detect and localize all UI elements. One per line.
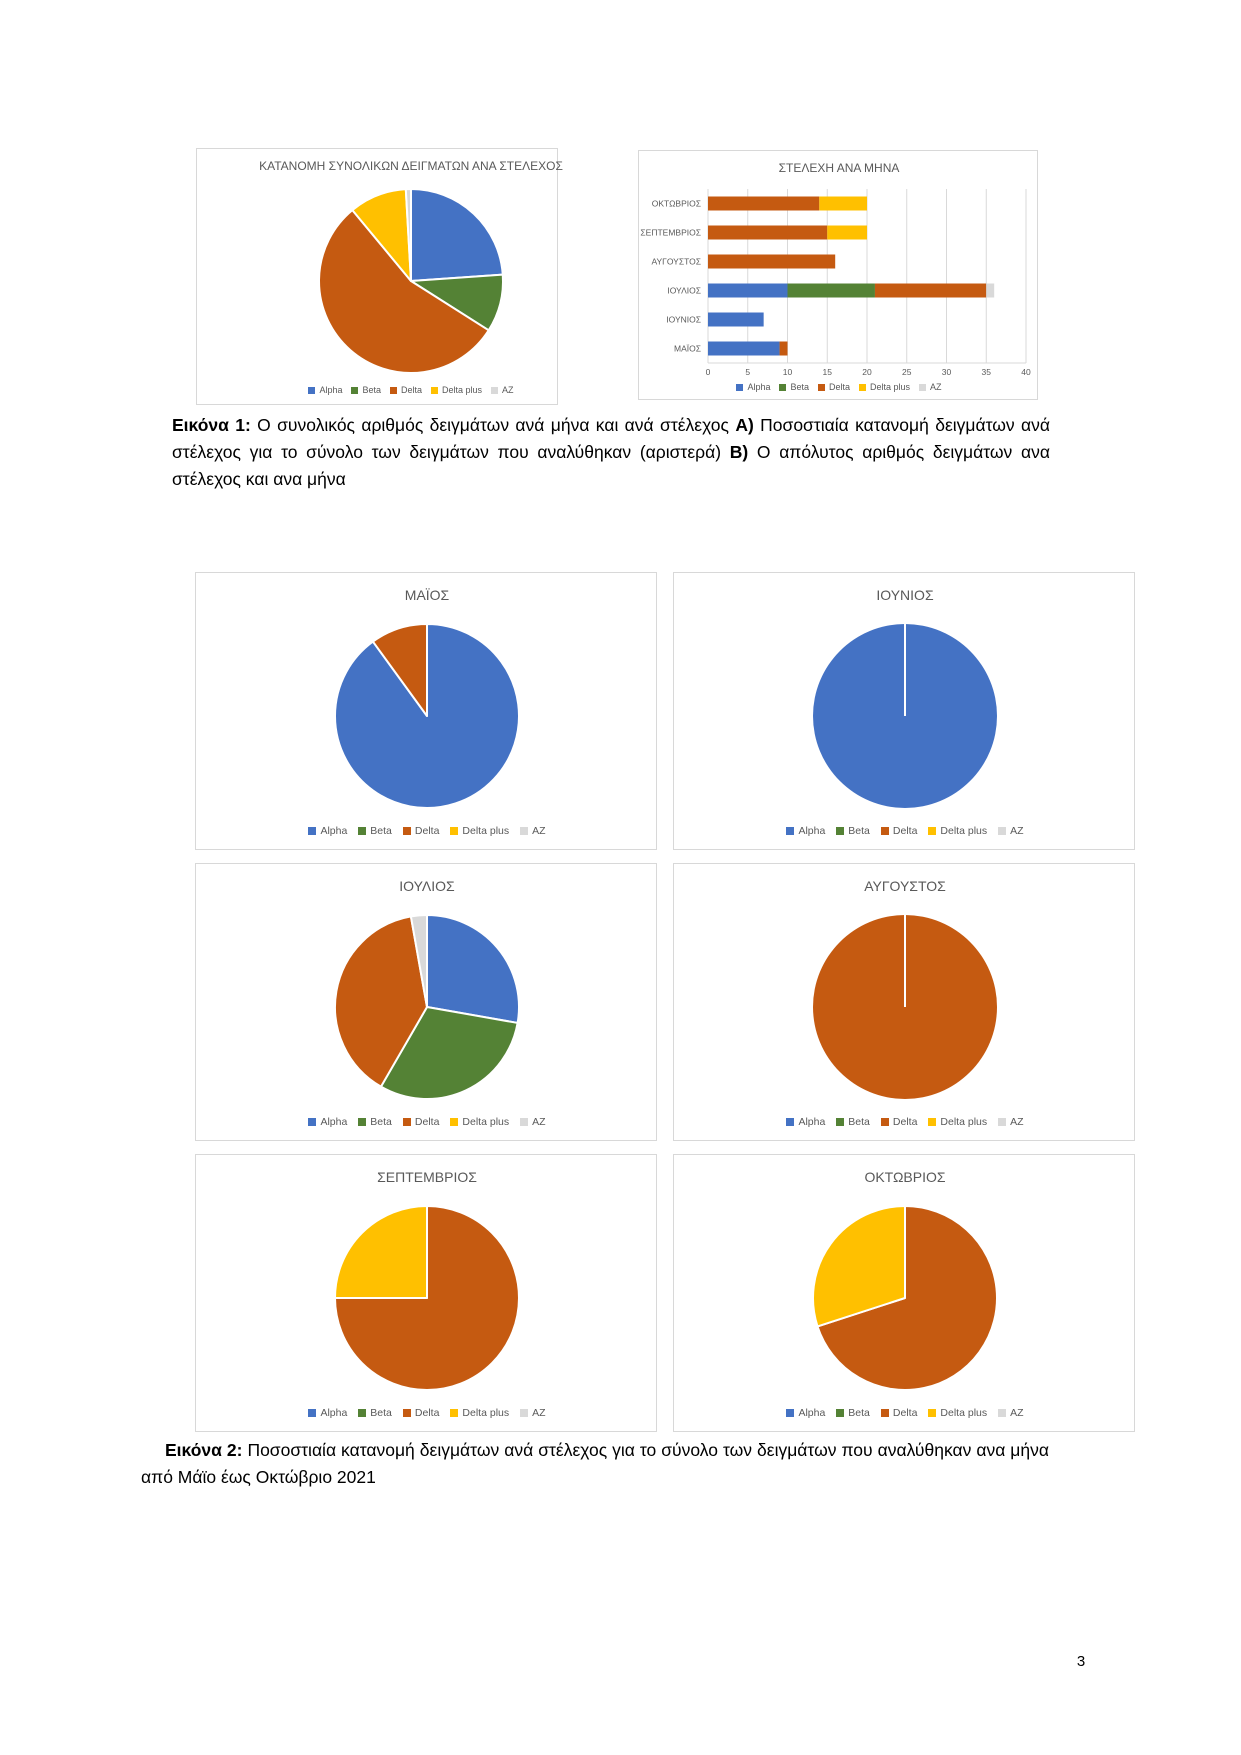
legend-item-delta	[403, 1407, 440, 1419]
bar-chart-title: ΣΤΕΛΕΧΗ ΑΝΑ ΜΗΝΑ	[778, 161, 900, 175]
pie-slice-alpha	[427, 915, 519, 1023]
legend-swatch-beta	[358, 1118, 366, 1126]
legend-item-az	[998, 825, 1023, 837]
chart-legend	[674, 1407, 1136, 1419]
month-pie-title: ΑΥΓΟΥΣΤΟΣ	[864, 878, 946, 894]
legend-item-alpha	[308, 1407, 347, 1419]
legend-label: Alpha	[320, 825, 348, 837]
legend-item-beta	[358, 1407, 392, 1419]
strains-per-month-bar-box	[638, 150, 1038, 400]
legend-label: Delta	[414, 1407, 440, 1419]
month-pie-chart	[332, 1203, 522, 1393]
legend-item-delta	[403, 1116, 440, 1128]
legend-label: Alpha	[320, 1407, 348, 1419]
legend-label: Delta plus	[870, 382, 911, 392]
bar-category-label: ΜΑΪΟΣ	[674, 343, 701, 354]
legend-label: Delta plus	[940, 825, 988, 837]
figure2-caption-text: Ποσοστιαία κατανομή δειγμάτων ανά στέλεχος για το σύνολο των δειγμάτων που αναλύθηκαν ανα μήνα από Μάϊο έως Οκτώβριο 2021	[141, 1440, 1049, 1487]
figure1-caption	[172, 412, 1050, 493]
legend-label: AZ	[532, 1407, 546, 1419]
legend-swatch-az	[998, 827, 1006, 835]
x-axis-tick-label: 20	[862, 367, 872, 377]
legend-swatch-alpha	[308, 1409, 316, 1417]
month-pie-chart	[810, 912, 1000, 1102]
legend-item-delta-plus	[928, 1407, 987, 1419]
legend-swatch-delta	[403, 1409, 411, 1417]
legend-swatch-beta	[779, 384, 786, 391]
bar-segment-alpha	[708, 284, 788, 298]
legend-item-alpha	[736, 382, 770, 392]
legend-label: Delta	[892, 1407, 918, 1419]
legend-label: Delta	[892, 1116, 918, 1128]
legend-swatch-delta-plus	[431, 387, 438, 394]
month-pie-box	[673, 1154, 1135, 1432]
pie-slice-delta-plus	[335, 1206, 427, 1298]
month-pie-box	[195, 572, 657, 850]
legend-label: AZ	[532, 1116, 546, 1128]
overview-pie-title: ΚΑΤΑΝΟΜΗ ΣΥΝΟΛΙΚΩΝ ΔΕΙΓΜΑΤΩΝ ΑΝΑ ΣΤΕΛΕΧΟΣ	[259, 159, 563, 173]
legend-item-delta	[818, 382, 850, 392]
legend-swatch-az	[998, 1409, 1006, 1417]
month-pie-box	[195, 863, 657, 1141]
legend-label: Delta	[414, 1116, 440, 1128]
legend-swatch-delta-plus	[928, 827, 936, 835]
figure1-caption-text: Ο απόλυτος αριθμός δειγμάτων ανα στέλεχος και ανα μήνα	[172, 442, 1050, 489]
x-axis-tick-label: 40	[1021, 367, 1031, 377]
legend-swatch-az	[520, 827, 528, 835]
legend-item-delta-plus	[928, 825, 987, 837]
month-pie-chart	[332, 912, 522, 1102]
chart-legend	[639, 382, 1039, 392]
legend-item-alpha	[308, 825, 347, 837]
legend-swatch-delta	[390, 387, 397, 394]
legend-label: Beta	[848, 1116, 870, 1128]
month-pie-title: ΣΕΠΤΕΜΒΡΙΟΣ	[377, 1169, 477, 1185]
chart-legend	[196, 825, 658, 837]
legend-item-delta	[403, 825, 440, 837]
legend-item-alpha	[786, 1407, 825, 1419]
legend-item-delta-plus	[450, 825, 509, 837]
legend-swatch-alpha	[786, 1118, 794, 1126]
legend-label: Delta plus	[940, 1116, 988, 1128]
x-axis-tick-label: 5	[745, 367, 751, 377]
bar-segment-delta	[708, 197, 819, 211]
legend-item-az	[520, 825, 545, 837]
legend-swatch-beta	[836, 827, 844, 835]
legend-swatch-beta	[358, 1409, 366, 1417]
month-pie-box	[195, 1154, 657, 1432]
legend-swatch-delta	[403, 1118, 411, 1126]
legend-label: Delta plus	[462, 1116, 510, 1128]
month-pie-title: ΙΟΥΛΙΟΣ	[399, 878, 455, 894]
legend-item-alpha	[786, 825, 825, 837]
overview-pie-chart	[316, 186, 506, 376]
legend-item-delta-plus	[450, 1116, 509, 1128]
legend-label: AZ	[502, 385, 514, 395]
legend-swatch-az	[520, 1409, 528, 1417]
bar-category-label: ΟΚΤΩΒΡΙΟΣ	[651, 198, 701, 209]
bar-segment-alpha	[708, 313, 764, 327]
legend-item-az	[491, 385, 514, 395]
legend-label: Alpha	[319, 385, 343, 395]
month-pie-title: ΟΚΤΩΒΡΙΟΣ	[864, 1169, 946, 1185]
bar-segment-delta-plus	[819, 197, 867, 211]
figure2-pie-grid	[195, 572, 1136, 1432]
strains-per-month-bar-chart	[639, 151, 1039, 401]
legend-label: Delta	[828, 382, 850, 392]
x-axis-tick-label: 10	[782, 367, 793, 377]
legend-label: Alpha	[798, 825, 826, 837]
legend-label: Beta	[790, 382, 809, 392]
legend-label: Delta	[400, 385, 422, 395]
legend-swatch-az	[919, 384, 926, 391]
legend-item-az	[998, 1116, 1023, 1128]
legend-swatch-az	[998, 1118, 1006, 1126]
legend-label: Delta	[892, 825, 918, 837]
legend-label: Delta	[414, 825, 440, 837]
x-axis-tick-label: 0	[705, 367, 711, 377]
bar-segment-delta	[875, 284, 986, 298]
legend-item-delta-plus	[450, 1407, 509, 1419]
legend-label: Alpha	[320, 1116, 348, 1128]
chart-legend	[674, 1116, 1136, 1128]
legend-label: AZ	[1010, 825, 1024, 837]
legend-swatch-delta-plus	[928, 1409, 936, 1417]
legend-swatch-delta	[881, 1409, 889, 1417]
legend-swatch-delta	[818, 384, 825, 391]
bar-category-label: ΙΟΥΝΙΟΣ	[666, 314, 701, 325]
legend-label: Delta plus	[462, 1407, 510, 1419]
bar-segment-az	[986, 284, 994, 298]
figure1-caption-text: Ποσοστιαία κατανομή δειγμάτων ανά στέλεχος για το σύνολο των δειγμάτων που αναλύθηκαν (αριστερά)	[172, 415, 1050, 462]
legend-label: AZ	[1010, 1116, 1024, 1128]
bar-segment-alpha	[708, 342, 780, 356]
legend-label: AZ	[532, 825, 546, 837]
legend-item-beta	[358, 825, 392, 837]
month-pie-title: ΙΟΥΝΙΟΣ	[876, 587, 934, 603]
legend-label: Alpha	[747, 382, 771, 392]
legend-swatch-beta	[836, 1118, 844, 1126]
chart-legend	[674, 825, 1136, 837]
legend-swatch-alpha	[308, 827, 316, 835]
legend-item-az	[919, 382, 942, 392]
page-number: 3	[1076, 1653, 1086, 1670]
legend-label: Delta plus	[462, 825, 510, 837]
bar-segment-delta	[708, 255, 835, 269]
legend-swatch-delta-plus	[450, 1409, 458, 1417]
legend-swatch-delta	[881, 1118, 889, 1126]
legend-item-delta	[881, 1407, 918, 1419]
legend-item-beta	[779, 382, 809, 392]
overview-pie-chart-box	[196, 148, 563, 405]
legend-item-delta	[881, 825, 918, 837]
legend-swatch-alpha	[308, 387, 315, 394]
legend-swatch-alpha	[786, 827, 794, 835]
bar-segment-beta	[788, 284, 875, 298]
legend-label: Beta	[370, 825, 392, 837]
legend-swatch-alpha	[308, 1118, 316, 1126]
legend-swatch-az	[491, 387, 498, 394]
bar-segment-delta-plus	[827, 226, 867, 240]
month-pie-chart	[810, 1203, 1000, 1393]
figure1-caption-label: Εικόνα 1:	[172, 415, 251, 435]
chart-legend	[196, 1407, 658, 1419]
legend-swatch-beta	[351, 387, 358, 394]
legend-item-alpha	[786, 1116, 825, 1128]
legend-item-beta	[836, 825, 870, 837]
legend-swatch-delta	[881, 827, 889, 835]
month-pie-chart	[332, 621, 522, 811]
legend-label: Delta plus	[442, 385, 483, 395]
x-axis-tick-label: 35	[981, 367, 991, 377]
legend-label: Beta	[370, 1407, 392, 1419]
chart-legend	[196, 1116, 658, 1128]
bar-category-label: ΙΟΥΛΙΟΣ	[667, 285, 701, 296]
bar-segment-delta	[780, 342, 788, 356]
legend-label: Delta plus	[940, 1407, 988, 1419]
legend-item-delta-plus	[928, 1116, 987, 1128]
legend-label: Alpha	[798, 1116, 826, 1128]
legend-swatch-az	[520, 1118, 528, 1126]
bar-segment-delta	[708, 226, 827, 240]
legend-label: Beta	[848, 825, 870, 837]
legend-item-az	[998, 1407, 1023, 1419]
month-pie-chart	[810, 621, 1000, 811]
legend-swatch-delta-plus	[928, 1118, 936, 1126]
legend-swatch-delta	[403, 827, 411, 835]
legend-label: Beta	[848, 1407, 870, 1419]
figure2-caption-label: Εικόνα 2:	[165, 1440, 243, 1460]
legend-swatch-delta-plus	[859, 384, 866, 391]
legend-label: Alpha	[798, 1407, 826, 1419]
pie-slice-alpha	[411, 189, 503, 281]
figure1-caption-marker-b: Β)	[729, 442, 749, 462]
legend-item-delta-plus	[859, 382, 910, 392]
figure2-caption	[141, 1437, 1049, 1491]
legend-item-delta-plus	[431, 385, 482, 395]
month-pie-title: ΜΑΪΟΣ	[404, 587, 450, 603]
legend-swatch-delta-plus	[450, 1118, 458, 1126]
figure1-caption-text: Ο συνολικός αριθμός δειγμάτων ανά μήνα και ανά στέλεχος	[250, 415, 736, 435]
bar-category-label: ΣΕΠΤΕΜΒΡΙΟΣ	[640, 227, 701, 238]
x-axis-tick-label: 15	[822, 367, 832, 377]
legend-label: AZ	[930, 382, 942, 392]
legend-item-beta	[836, 1116, 870, 1128]
legend-label: Beta	[370, 1116, 392, 1128]
legend-item-alpha	[308, 385, 342, 395]
legend-item-az	[520, 1407, 545, 1419]
legend-item-delta	[881, 1116, 918, 1128]
figure1-caption-marker-a: Α)	[735, 415, 754, 435]
legend-item-delta	[390, 385, 422, 395]
legend-swatch-beta	[836, 1409, 844, 1417]
bar-category-label: ΑΥΓΟΥΣΤΟΣ	[651, 256, 701, 267]
legend-swatch-delta-plus	[450, 827, 458, 835]
legend-item-beta	[351, 385, 381, 395]
legend-item-beta	[358, 1116, 392, 1128]
month-pie-box	[673, 572, 1135, 850]
month-pie-box	[673, 863, 1135, 1141]
legend-label: Beta	[362, 385, 381, 395]
legend-swatch-alpha	[736, 384, 743, 391]
legend-item-beta	[836, 1407, 870, 1419]
legend-label: AZ	[1010, 1407, 1024, 1419]
legend-swatch-beta	[358, 827, 366, 835]
chart-legend	[230, 385, 592, 395]
legend-item-alpha	[308, 1116, 347, 1128]
x-axis-tick-label: 25	[902, 367, 912, 377]
legend-item-az	[520, 1116, 545, 1128]
x-axis-tick-label: 30	[941, 367, 952, 377]
legend-swatch-alpha	[786, 1409, 794, 1417]
